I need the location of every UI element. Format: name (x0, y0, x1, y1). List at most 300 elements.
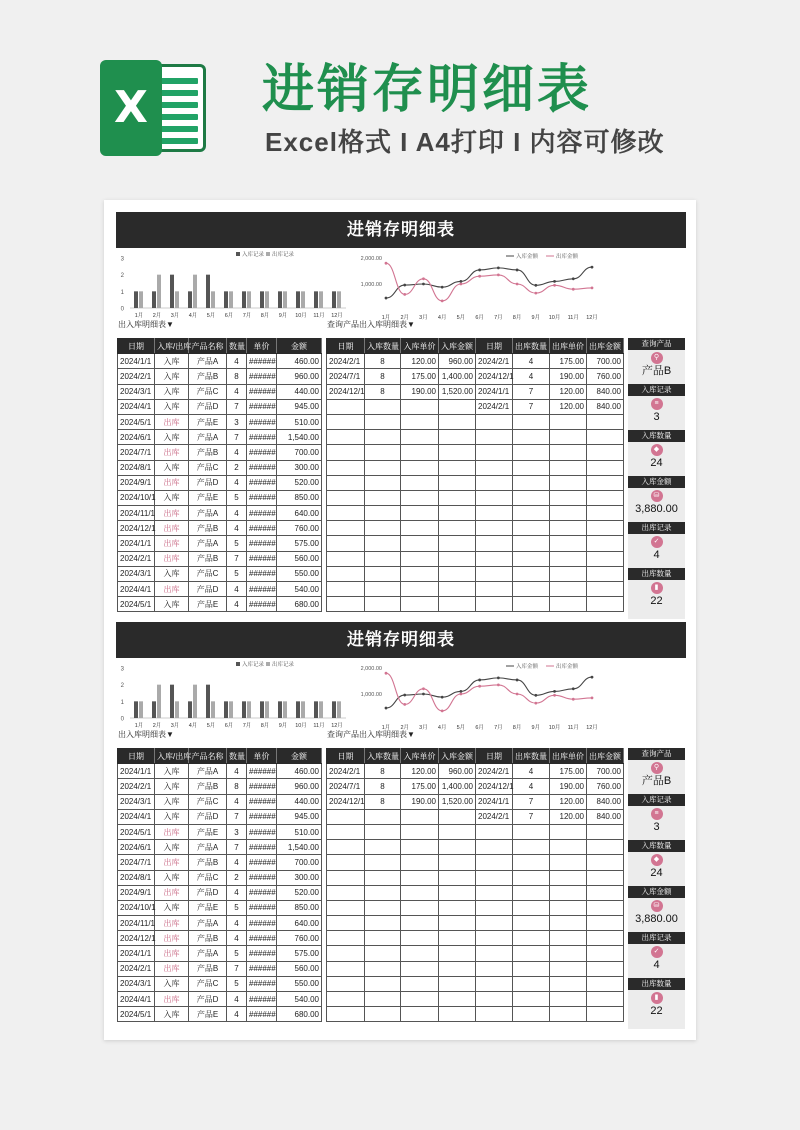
table-cell: 产品A (189, 764, 227, 779)
table-cell: 产品B (189, 961, 227, 976)
bar-y-tick: 0 (120, 306, 124, 313)
table-row (118, 976, 322, 991)
bar-x-tick: 2月 (152, 723, 162, 729)
line-point (516, 679, 519, 682)
table-cell: 产品A (189, 536, 227, 551)
table-row (327, 809, 624, 824)
table-cell: 5 (227, 490, 247, 505)
table-cell: 2 (227, 460, 247, 475)
line-point (403, 293, 406, 296)
table-cell: 7 (227, 840, 247, 855)
table-cell (550, 824, 587, 839)
table-cell (476, 460, 513, 475)
bar-x-tick: 9月 (278, 313, 288, 319)
table-row-empty (327, 460, 624, 475)
bar-x-tick: 10月 (295, 723, 307, 729)
table-cell: ###### (247, 900, 277, 915)
table-cell (327, 399, 365, 414)
table-cell: ###### (247, 506, 277, 521)
line-point (572, 288, 575, 291)
column-header: 日期 (327, 749, 365, 764)
bar-x-tick: 8月 (260, 313, 270, 319)
table-cell (550, 475, 587, 490)
table-row-empty (327, 521, 624, 536)
product-query-table (326, 748, 624, 1022)
summary-label: 查询产品 (628, 748, 685, 760)
table-cell: 700.00 (277, 855, 322, 870)
line-x-tick: 2月 (400, 315, 410, 321)
bar-y-tick: 1 (120, 289, 124, 296)
table-cell (587, 597, 624, 612)
table-cell (439, 399, 476, 414)
column-header: 出库单价 (550, 339, 587, 354)
bar-out-record (301, 291, 305, 308)
bar-out-record (319, 701, 323, 718)
table-cell (513, 445, 550, 460)
table-cell: 入库 (155, 900, 189, 915)
table-cell: 5 (227, 976, 247, 991)
table-cell (476, 521, 513, 536)
table-cell (401, 460, 439, 475)
summary-value: 4 (653, 959, 660, 971)
table-cell: 入库 (155, 399, 189, 414)
excel-logo-icon (100, 60, 206, 156)
table-cell: ###### (247, 399, 277, 414)
summary-value: 4 (653, 549, 660, 561)
table-cell: 产品C (189, 460, 227, 475)
table-cell (476, 855, 513, 870)
table-cell: 产品B (189, 855, 227, 870)
line-x-tick: 1月 (381, 725, 391, 731)
table-cell (476, 582, 513, 597)
table-cell: 460.00 (277, 764, 322, 779)
column-header: 入库单价 (401, 749, 439, 764)
table-cell: 产品D (189, 809, 227, 824)
table-cell (327, 506, 365, 521)
bar-x-tick: 6月 (224, 723, 234, 729)
table-cell (513, 551, 550, 566)
table-cell (365, 521, 401, 536)
table-row-empty (327, 445, 624, 460)
table-cell (513, 414, 550, 429)
table-cell (401, 430, 439, 445)
table-header-row (118, 339, 322, 354)
table-cell (587, 916, 624, 931)
table-row-empty (327, 870, 624, 885)
line-point (460, 693, 463, 696)
summary-label: 出库数量 (628, 978, 685, 990)
table-cell: 产品A (189, 354, 227, 369)
table-cell: ###### (247, 566, 277, 581)
table-cell: 760.00 (587, 779, 624, 794)
table-cell (327, 430, 365, 445)
table-cell (550, 946, 587, 961)
table-cell: 300.00 (277, 460, 322, 475)
table-cell: 入库 (155, 566, 189, 581)
table-cell (439, 992, 476, 1007)
table-cell (550, 430, 587, 445)
table-cell (365, 809, 401, 824)
table-cell (587, 992, 624, 1007)
stock-detail-table (117, 748, 322, 1022)
line-point (516, 269, 519, 272)
table-cell (476, 976, 513, 991)
table-cell: 2024/4/1 (118, 809, 155, 824)
table-cell: 1,540.00 (277, 840, 322, 855)
table-row (118, 536, 322, 551)
table-cell: 4 (513, 764, 550, 779)
table-row-empty (327, 916, 624, 931)
line-point (441, 300, 444, 303)
table-cell (401, 506, 439, 521)
table-cell (513, 460, 550, 475)
table-cell: 2024/11/1 (118, 916, 155, 931)
bar-out-record (265, 701, 269, 718)
table-cell: 3 (227, 824, 247, 839)
table-cell: ###### (247, 976, 277, 991)
table-cell: ###### (247, 931, 277, 946)
table-cell (327, 490, 365, 505)
column-header: 出库数量 (513, 749, 550, 764)
bar-in-record (242, 701, 246, 718)
table-cell (365, 855, 401, 870)
bar-x-tick: 1月 (134, 313, 144, 319)
line-x-tick: 9月 (531, 725, 541, 731)
table-cell: 出库 (155, 931, 189, 946)
table-cell: 8 (227, 369, 247, 384)
table-row (118, 445, 322, 460)
table-cell: 5 (227, 900, 247, 915)
table-row-empty (327, 1007, 624, 1022)
table-cell (550, 870, 587, 885)
table-cell: 560.00 (277, 961, 322, 976)
line-x-tick: 11月 (567, 725, 579, 731)
table-row-empty (327, 900, 624, 915)
table-cell (401, 900, 439, 915)
amount-line-chart (326, 658, 596, 732)
bar-x-tick: 3月 (170, 313, 180, 319)
column-header: 日期 (118, 339, 155, 354)
table-cell (513, 597, 550, 612)
bar-out-record (283, 701, 287, 718)
table-cell (513, 824, 550, 839)
table-cell: ###### (247, 445, 277, 460)
bar-y-tick: 2 (120, 683, 124, 690)
summary-icon-wrap (628, 852, 685, 867)
table-cell (476, 900, 513, 915)
table-cell (476, 916, 513, 931)
table-cell (365, 536, 401, 551)
table-cell: 120.00 (550, 399, 587, 414)
table-cell: 2024/2/1 (118, 369, 155, 384)
table-cell: 2024/5/1 (118, 414, 155, 429)
table-row (118, 794, 322, 809)
table-cell: ###### (247, 824, 277, 839)
table-cell: 出库 (155, 506, 189, 521)
line-point (534, 702, 537, 705)
line-point (385, 672, 388, 675)
bar-out-record (175, 701, 179, 718)
table-cell (587, 430, 624, 445)
table-cell (550, 582, 587, 597)
table-cell: 1,400.00 (439, 779, 476, 794)
summary-label: 出库数量 (628, 568, 685, 580)
table-cell: 850.00 (277, 490, 322, 505)
table-cell (327, 566, 365, 581)
line-point (422, 283, 425, 286)
table-cell: 120.00 (550, 809, 587, 824)
table-cell (365, 946, 401, 961)
table-cell (327, 582, 365, 597)
table-cell: 2024/3/1 (118, 976, 155, 991)
table-cell: 出库 (155, 475, 189, 490)
line-x-tick: 7月 (494, 725, 503, 731)
table-cell (401, 809, 439, 824)
table-cell: 2024/12/1 (118, 931, 155, 946)
table-cell (439, 566, 476, 581)
column-header: 数量 (227, 339, 247, 354)
table-cell (550, 855, 587, 870)
summary-label: 入库记录 (628, 794, 685, 806)
table-cell: 1,540.00 (277, 430, 322, 445)
table-cell: 510.00 (277, 414, 322, 429)
table-row (118, 399, 322, 414)
table-cell: 540.00 (277, 992, 322, 1007)
line-point (572, 698, 575, 701)
table-cell: ###### (247, 354, 277, 369)
bar-in-record (296, 291, 300, 308)
table-cell: ###### (247, 490, 277, 505)
table-cell (550, 992, 587, 1007)
table-cell: 入库 (155, 1007, 189, 1022)
table-cell (365, 961, 401, 976)
table-cell (439, 824, 476, 839)
table-cell (327, 414, 365, 429)
column-header: 金额 (277, 749, 322, 764)
table-cell: 4 (227, 582, 247, 597)
table-cell: 190.00 (401, 384, 439, 399)
table-cell (365, 916, 401, 931)
table-row (118, 521, 322, 536)
column-header: 入库金额 (439, 339, 476, 354)
line-point (572, 277, 575, 280)
table-cell: ###### (247, 1007, 277, 1022)
bar-in-record (206, 275, 210, 308)
table-row (118, 414, 322, 429)
bar-x-tick: 5月 (206, 313, 216, 319)
logo-letter: X (114, 82, 148, 133)
summary-value: 22 (650, 595, 663, 607)
table-cell: ###### (247, 582, 277, 597)
table-cell (476, 1007, 513, 1022)
table-cell (587, 551, 624, 566)
table-cell: 850.00 (277, 900, 322, 915)
line-point (385, 707, 388, 710)
table-cell (587, 976, 624, 991)
database-icon: ⛁ (651, 490, 663, 502)
table-cell: 2024/12/1 (118, 521, 155, 536)
summary-panel (628, 338, 685, 619)
table-cell (550, 840, 587, 855)
table-cell (365, 475, 401, 490)
table-cell (587, 855, 624, 870)
bar-legend-label: 入库记录 (242, 252, 265, 258)
table-cell: 入库 (155, 430, 189, 445)
table-cell: 产品C (189, 870, 227, 885)
table-cell: 产品B (189, 521, 227, 536)
table-cell: 2024/10/1 (118, 900, 155, 915)
table-cell (587, 961, 624, 976)
table-cell: ###### (247, 779, 277, 794)
table-cell: 出库 (155, 521, 189, 536)
bar-x-tick: 12月 (331, 313, 343, 319)
table-cell: 4 (227, 445, 247, 460)
table-cell (439, 809, 476, 824)
table-cell (476, 961, 513, 976)
table-cell: 575.00 (277, 946, 322, 961)
line-point (553, 284, 556, 287)
table-cell (439, 414, 476, 429)
table-cell: 2024/2/1 (476, 764, 513, 779)
table-cell (439, 521, 476, 536)
bar-in-record (314, 701, 318, 718)
bar-in-record (296, 701, 300, 718)
table-cell: 120.00 (550, 794, 587, 809)
table-cell: 440.00 (277, 794, 322, 809)
table-cell: 520.00 (277, 475, 322, 490)
table-cell: 7 (513, 399, 550, 414)
table-row (327, 764, 624, 779)
line-y-tick: 1,000.00 (360, 692, 382, 698)
table-cell (476, 597, 513, 612)
summary-icon-wrap (628, 350, 685, 365)
table-cell (327, 521, 365, 536)
table-row (118, 992, 322, 1007)
table-row-empty (327, 931, 624, 946)
table-cell: 840.00 (587, 809, 624, 824)
table-cell: 产品E (189, 900, 227, 915)
table-row (118, 916, 322, 931)
table-cell (439, 430, 476, 445)
table-cell: 2024/4/1 (118, 399, 155, 414)
table-cell: 4 (227, 764, 247, 779)
table-cell: 2024/12/1 (327, 384, 365, 399)
monthly-records-bar-chart (116, 248, 350, 322)
summary-icon-wrap (628, 760, 685, 775)
table-cell: 4 (227, 1007, 247, 1022)
table-header-row (327, 749, 624, 764)
table-cell (476, 824, 513, 839)
table-cell: 产品D (189, 885, 227, 900)
table-cell (550, 506, 587, 521)
table-cell: 出库 (155, 946, 189, 961)
table-cell (439, 1007, 476, 1022)
table-cell: 2024/10/1 (118, 490, 155, 505)
table-cell: 2024/2/1 (327, 764, 365, 779)
column-header: 数量 (227, 749, 247, 764)
table-row-empty (327, 946, 624, 961)
bar-in-record (152, 701, 156, 718)
line-x-tick: 4月 (437, 725, 447, 731)
table-cell (587, 536, 624, 551)
table-cell: 2024/4/1 (118, 582, 155, 597)
table-cell (587, 582, 624, 597)
table-cell: ###### (247, 597, 277, 612)
table-cell: 760.00 (277, 521, 322, 536)
line-legend-label: 出库金额 (556, 664, 579, 670)
table-cell (476, 992, 513, 1007)
table-cell (365, 551, 401, 566)
table-row (327, 794, 624, 809)
line-point (497, 274, 500, 277)
table-cell (587, 824, 624, 839)
table-cell (550, 961, 587, 976)
summary-value: 产品B (641, 365, 672, 377)
bar-out-record (247, 291, 251, 308)
table-cell: 4 (227, 521, 247, 536)
table-cell: 2024/2/1 (118, 551, 155, 566)
table-cell: 540.00 (277, 582, 322, 597)
table-cell: 700.00 (587, 764, 624, 779)
table-cell (513, 490, 550, 505)
bar-in-record (188, 291, 192, 308)
table-cell (550, 916, 587, 931)
table-row (118, 779, 322, 794)
table-cell: ###### (247, 369, 277, 384)
line-point (497, 266, 500, 269)
bar-x-tick: 7月 (242, 313, 252, 319)
table-cell: ###### (247, 551, 277, 566)
summary-label: 入库数量 (628, 840, 685, 852)
table-row (118, 855, 322, 870)
table-cell: 产品C (189, 384, 227, 399)
line-x-tick: 10月 (548, 725, 561, 731)
bar-x-tick: 1月 (134, 723, 144, 729)
table-cell: 2024/8/1 (118, 870, 155, 885)
bar-in-record (152, 291, 156, 308)
column-header: 产品名称 (189, 749, 227, 764)
line-x-tick: 8月 (512, 315, 522, 321)
table-cell: 190.00 (401, 794, 439, 809)
line-chart-caption: 查询产品出入库明细表▼ (327, 320, 415, 329)
summary-icon-wrap (628, 806, 685, 821)
table-cell (513, 521, 550, 536)
line-y-tick: 2,000.00 (360, 256, 382, 262)
table-cell: 2024/12/1 (327, 794, 365, 809)
table-row (118, 460, 322, 475)
table-cell: ###### (247, 384, 277, 399)
table-cell (513, 840, 550, 855)
table-cell: 7 (227, 399, 247, 414)
table-row-empty (327, 597, 624, 612)
table-cell (327, 1007, 365, 1022)
table-cell: 175.00 (550, 764, 587, 779)
summary-value: 3 (653, 411, 660, 423)
table-cell (365, 840, 401, 855)
table-cell (365, 430, 401, 445)
document-icon: ≡ (651, 808, 663, 820)
table-cell (476, 445, 513, 460)
line-x-tick: 3月 (419, 315, 428, 321)
table-cell: 945.00 (277, 809, 322, 824)
table-cell: 460.00 (277, 354, 322, 369)
summary-value: 产品B (641, 775, 672, 787)
line-chart-caption: 查询产品出入库明细表▼ (327, 730, 415, 739)
table-cell (550, 566, 587, 581)
line-point (591, 287, 594, 290)
table-cell: 4 (513, 354, 550, 369)
table-cell (587, 414, 624, 429)
